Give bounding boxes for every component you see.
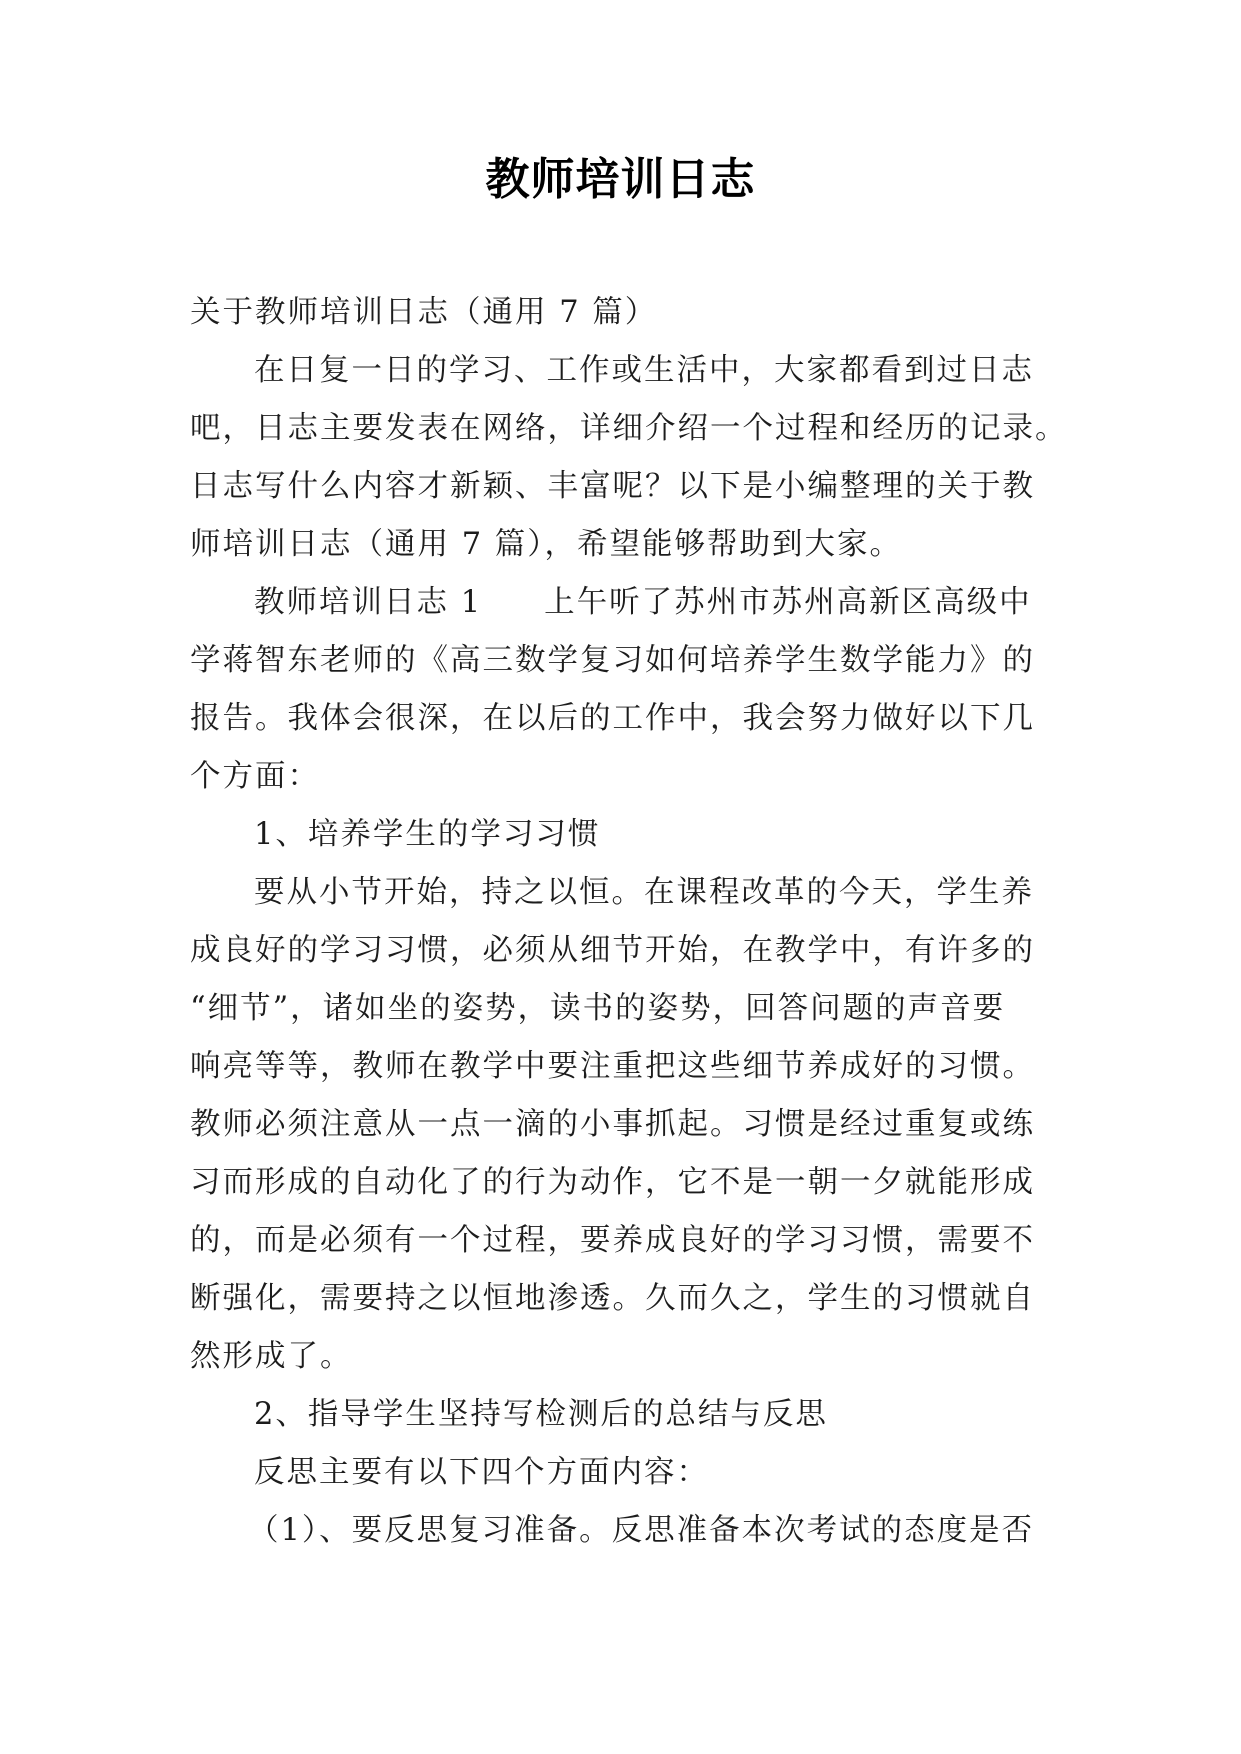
paragraph-line: 断强化，需要持之以恒地渗透。久而久之，学生的习惯就自 [190, 1281, 1035, 1316]
paragraph-line: 教师必须注意从一点一滴的小事抓起。习惯是经过重复或练 [190, 1107, 1035, 1142]
paragraph-line: 成良好的学习习惯，必须从细节开始，在教学中，有许多的 [190, 933, 1035, 968]
paragraph-line: 反思主要有以下四个方面内容： [254, 1455, 709, 1490]
paragraph-line-start: 上午听了苏州市苏州高新区高级中 [544, 585, 1032, 620]
list-heading-2: 2、指导学生坚持写检测后的总结与反思 [254, 1397, 828, 1432]
document-body [190, 284, 1068, 1560]
subtitle-line: 关于教师培训日志（通用 7 篇） [190, 295, 658, 330]
sub-item-line: （1）、要反思复习准备。反思准备本次考试的态度是否 [248, 1513, 1035, 1548]
paragraph-line: 报告。我体会很深，在以后的工作中，我会努力做好以下几 [190, 701, 1035, 736]
paragraph-line: 个方面： [190, 759, 320, 794]
paragraph-line: 要从小节开始，持之以恒。在课程改革的今天，学生养 [254, 875, 1034, 910]
paragraph-line: “细节”，诸如坐的姿势，读书的姿势，回答问题的声音要 [190, 991, 1006, 1026]
document-title: 教师培训日志 [485, 154, 756, 205]
paragraph-line: 吧，日志主要发表在网络，详细介绍一个过程和经历的记录。 [190, 411, 1068, 446]
paragraph-line: 学蒋智东老师的《高三数学复习如何培养学生数学能力》的 [190, 643, 1035, 678]
paragraph-line: 然形成了。 [190, 1339, 353, 1374]
paragraph-line: 日志写什么内容才新颖、丰富呢？以下是小编整理的关于教 [190, 469, 1035, 504]
paragraph-line: 师培训日志（通用 7 篇），希望能够帮助到大家。 [190, 527, 903, 562]
section-heading: 教师培训日志 1 [254, 585, 483, 620]
list-heading-1: 1、培养学生的学习习惯 [254, 817, 601, 852]
paragraph-line: 习而形成的自动化了的行为动作，它不是一朝一夕就能形成 [190, 1165, 1035, 1200]
paragraph-line: 在日复一日的学习、工作或生活中，大家都看到过日志 [254, 353, 1034, 388]
section-heading-line [190, 574, 1050, 632]
paragraph-line: 的，而是必须有一个过程，要养成良好的学习习惯，需要不 [190, 1223, 1035, 1258]
paragraph-line: 响亮等等，教师在教学中要注重把这些细节养成好的习惯。 [190, 1049, 1035, 1084]
